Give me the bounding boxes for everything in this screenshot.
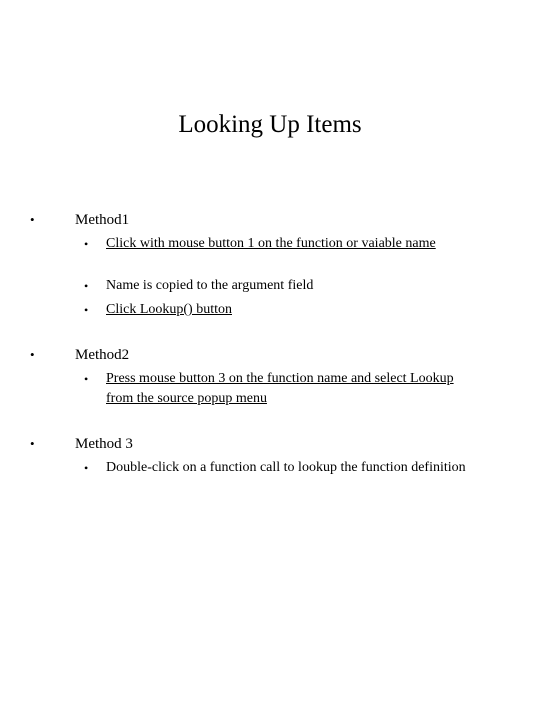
- bullet-icon: •: [30, 212, 35, 227]
- bullet-icon: •: [84, 279, 89, 293]
- bullet-icon: •: [30, 347, 35, 362]
- sub-item-text: Click Lookup() button: [106, 302, 232, 317]
- bullet-icon: •: [84, 303, 89, 317]
- method-label: Method2: [75, 347, 130, 363]
- bullet-icon: •: [84, 461, 89, 475]
- bullet-icon: •: [84, 237, 89, 251]
- sub-item-text: Click with mouse button 1 on the function or vaiable name: [106, 236, 436, 251]
- sub-item-text: Name is copied to the argument field: [106, 278, 314, 293]
- method-label: Method 3: [75, 436, 133, 452]
- bullet-icon: •: [30, 436, 35, 451]
- page-title: Looking Up Items: [178, 111, 362, 138]
- bullet-icon: •: [84, 372, 89, 386]
- sub-item-text: Press mouse button 3 on the function name and select Lookup from the source popup menu: [106, 371, 454, 406]
- sub-item-text: Double-click on a function call to lookup the function definition: [106, 460, 466, 475]
- method-label: Method1: [75, 212, 130, 228]
